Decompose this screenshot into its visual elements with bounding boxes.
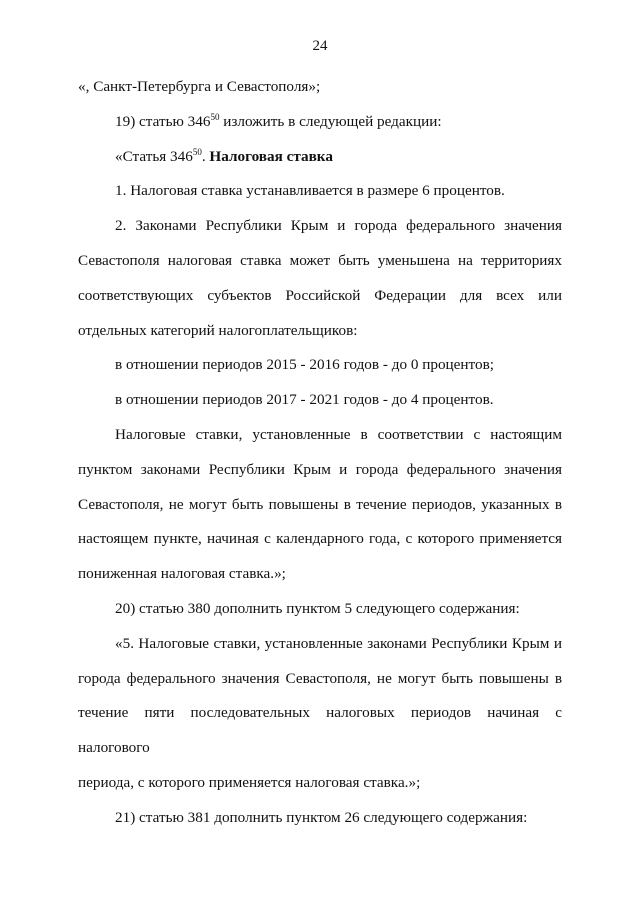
amendment-19 bbox=[78, 105, 562, 140]
text-line: периода, с которого применяется налоговая ставка.»; bbox=[78, 773, 421, 791]
article-title: Налоговая ставка bbox=[209, 147, 333, 165]
text-line: «, Санкт-Петербурга и Севастополя»; bbox=[78, 78, 321, 95]
text-line: в отношении периодов 2017 - 2021 годов - до 4 процентов. bbox=[115, 391, 494, 409]
text-line: 21) статью 381 дополнить пунктом 26 следующего содержания: bbox=[115, 808, 528, 826]
text-line: настоящем пункте, начиная с календарного года, с которого применяется bbox=[78, 530, 562, 548]
superscript: 50 bbox=[210, 111, 220, 122]
text-line: Налоговые ставки, установленные в соответствии с настоящим bbox=[115, 425, 562, 443]
page-number: 24 bbox=[312, 38, 328, 54]
text-line: «5. Налоговые ставки, установленные законами Республики Крым и bbox=[115, 634, 562, 652]
text-fragment: изложить в следующей редакции: bbox=[219, 112, 442, 130]
text-line: пониженная налоговая ставка.»; bbox=[78, 565, 286, 583]
text-fragment: . bbox=[201, 147, 210, 165]
text-line: течение пяти последовательных налоговых периодов начиная с налогового bbox=[78, 704, 562, 757]
text-line: города федерального значения Севастополя, не могут быть повышены в bbox=[78, 669, 562, 687]
text-fragment: 19) статью 346 bbox=[115, 112, 211, 130]
text-line: в отношении периодов 2015 - 2016 годов - до 0 процентов; bbox=[115, 356, 494, 374]
text-line: отдельных категорий налогоплательщиков: bbox=[78, 321, 358, 339]
text-line: соответствующих субъектов Российской Федерации для всех или bbox=[78, 286, 562, 304]
text-line: 20) статью 380 дополнить пунктом 5 следующего содержания: bbox=[115, 599, 520, 617]
superscript: 50 bbox=[192, 146, 202, 157]
text-line: Севастополя налоговая ставка может быть уменьшена на территориях bbox=[78, 251, 562, 269]
document-body bbox=[78, 70, 562, 836]
text-line: пунктом законами Республики Крым и города федерального значения bbox=[78, 460, 562, 478]
text-line: 1. Налоговая ставка устанавливается в размере 6 процентов. bbox=[115, 182, 505, 200]
text-line: Севастополя, не могут быть повышены в течение периодов, указанных в bbox=[78, 495, 562, 513]
text-fragment: «Статья 346 bbox=[115, 147, 193, 165]
text-line: 2. Законами Республики Крым и города федерального значения bbox=[115, 217, 562, 235]
article-heading bbox=[78, 140, 562, 175]
